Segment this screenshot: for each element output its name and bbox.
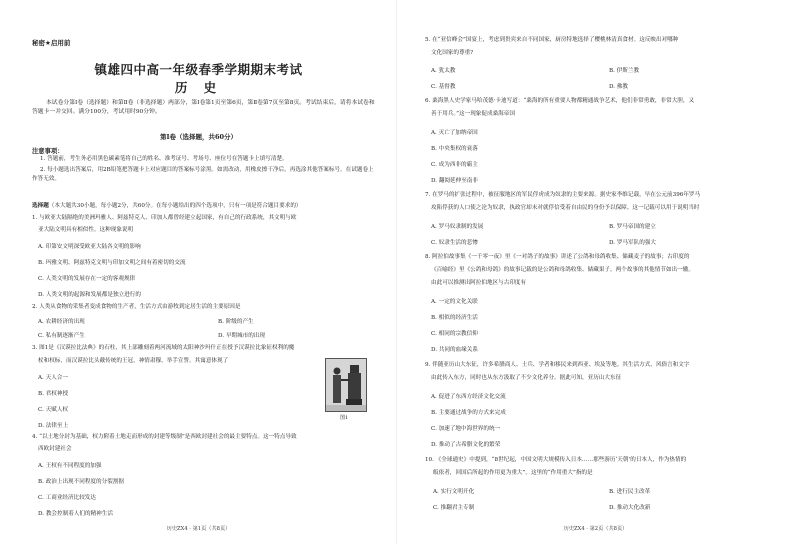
question-3-option-a[interactable]: A. 天人合一 [38, 375, 68, 381]
question-10-stem-line2: 皈依者，回国后所起的作用更为重大”。这里的“作用重大”指的是 [433, 470, 593, 476]
question-6-option-d[interactable]: D. 翻阅延伸至南非 [431, 178, 478, 184]
question-6-stem-line2: 善于用兵。”这一现象促成桑海帝国 [431, 111, 515, 117]
question-10-stem-line1: 10. 《全球通史》中提到，“8世纪起，中国文明大规模传入日本……那些游历‘天朝’的日本人，作为热情的 [425, 457, 687, 463]
page-footer-right: 历史ZX4 · 第2页（共8页） [563, 526, 628, 532]
question-4-stem-line1: 4. “以土地分封为基础，权力附着土地走而形成的封建等级制”是西欧封建社会的最主要特点。这一特点导致 [32, 434, 297, 440]
question-6-option-b[interactable]: B. 中央集权的衰落 [431, 146, 478, 152]
question-9-option-d[interactable]: D. 推动了古希腊文化的繁荣 [431, 442, 501, 448]
exam-notice: 本试卷分第Ⅰ卷（选择题）和第Ⅱ卷（非选择题）两部分，第Ⅰ卷第1页至第6页，第Ⅱ卷第7页至第8页。考试结束后，请将本试卷和答题卡一并交回。满分100分，考试用时90分钟。 [32, 100, 375, 116]
question-8-option-a[interactable]: A. 一定的文化关联 [431, 299, 478, 305]
section-label: 选择题 [32, 203, 49, 209]
subject-title: 历 史 [174, 80, 223, 95]
page-footer-left: 历史ZX4 · 第1页（共8页） [166, 526, 231, 532]
question-5-stem-line1: 5. 在“亚信峰会”国宴上，考虑到贵宾来自不同国家，厨房特地选择了樱桃林清真食材。这反映出对哪种 [425, 37, 679, 43]
question-1-option-a[interactable]: A. 印第安文明深受欧亚大陆各文明的影响 [38, 244, 141, 250]
question-9-stem-line1: 9. 伴随亚历山大东征，许多希腊商人、士兵、学者和移民来到西亚、埃及等地。其生活方式、风俗言和文字 [425, 362, 690, 368]
question-5-option-d[interactable]: D. 佛教 [609, 84, 629, 90]
question-1-stem-line1: 1. 与欧亚大陆隔绝的美洲玛雅人、阿兹特克人、印加人都曾经建立起国家，有自己的行政系统，其文明与欧 [32, 215, 297, 221]
part-one-heading: 第Ⅰ卷（选择题，共60分） [159, 133, 238, 141]
question-7-stem-line1: 7. 在罗马的扩张过程中，被征服地区的军民俘虏成为奴隶的主要来源。据史家李维记载，早在公元前396年罗马 [425, 192, 701, 198]
figure-caption: 图1 [340, 415, 349, 421]
question-10-option-c[interactable]: C. 推翻君主专制 [433, 505, 475, 511]
question-5-option-a[interactable]: A. 犹太教 [431, 68, 456, 74]
question-3-option-b[interactable]: B. 君权神授 [38, 391, 69, 397]
question-4-option-a[interactable]: A. 王权有不同程度的加强 [38, 463, 102, 469]
question-5-option-b[interactable]: B. 伊斯兰教 [609, 68, 640, 74]
question-7-option-d[interactable]: D. 罗马军队的强大 [609, 240, 656, 246]
exam-page-right [397, 0, 794, 544]
question-9-stem-line2: 由此传入东方，同时也从东方汲取了不少文化养分。据此可知，亚历山大东征 [431, 375, 622, 381]
question-8-stem-line2: 《百喻经》里《公鸽和母鸽》的故事记载的是公鸽和母鸽收集、储藏果子。两个故事的其他情节如出一辙。 [431, 267, 694, 273]
exam-title: 镇雄四中高一年级春季学期期末考试 [94, 62, 303, 77]
question-8-option-c[interactable]: C. 相同的宗教信仰 [431, 331, 478, 337]
question-8-stem-line1: 8. 阿拉伯故事集《一千零一夜》里《一对鸽子的故事》讲述了公鸽和母鸽收集、储藏麦子的故事；古印度的 [425, 254, 690, 260]
question-6-stem-line1: 6. 桑海黑人史学家马哈茂德·卡迪写道：“桑海的所有重要人物都精通战争艺术，他们非常勇敢，非常大胆，又 [425, 98, 695, 104]
question-1-option-d[interactable]: D. 人类文明的起源和发展都是独立进行的 [38, 292, 141, 298]
question-9-option-c[interactable]: C. 加速了地中海世界的统一 [431, 426, 501, 432]
question-2-option-a[interactable]: A. 农耕经济的出现 [38, 319, 85, 325]
question-3-stem-line1: 3. 图1是《汉谟拉比法典》的石柱，其上部雕刻着两河流域的太阳神沙玛什正在授予汉谟拉比象征权利的魔 [32, 345, 295, 351]
question-7-option-b[interactable]: B. 罗马帝国的建立 [609, 224, 656, 230]
question-3-option-d[interactable]: D. 法律至上 [38, 423, 69, 429]
question-2-option-b[interactable]: B. 阶级的产生 [218, 319, 254, 325]
section-heading [32, 202, 377, 211]
question-2-option-c[interactable]: C. 私有制逐渐产生 [38, 333, 85, 339]
question-4-option-b[interactable]: B. 政治上出现不同程度的分裂割据 [38, 479, 124, 485]
attention-heading: 注意事项： [32, 148, 64, 155]
question-7-option-a[interactable]: A. 罗马奴隶制的发展 [431, 224, 484, 230]
question-8-stem-line3: 由此可以推测出阿拉伯地区与古印度有 [431, 280, 527, 286]
question-3-option-c[interactable]: C. 天赋人权 [38, 407, 69, 413]
question-4-stem-line2: 西欧封建社会 [38, 446, 72, 452]
secret-label: 秘密★启用前 [32, 39, 71, 47]
stele-relief-image [326, 359, 366, 411]
question-4-option-d[interactable]: D. 教会控制着人们的精神生活 [38, 511, 113, 517]
question-1-stem-line2: 亚大陆文明具有相似性。这种现象说明 [38, 227, 134, 233]
question-1-option-c[interactable]: C. 人类文明的发展存在一定的客观规律 [38, 276, 136, 282]
hammurabi-stele-figure [325, 358, 367, 412]
question-7-option-c[interactable]: C. 奴隶生活的悲惨 [431, 240, 478, 246]
section-instructions: （本大题共30小题，每小题2分，共60分。在每小题给出的四个选项中，只有一项是符合题目要求的） [48, 203, 302, 209]
question-10-option-a[interactable]: A. 实行文明开化 [433, 489, 475, 495]
attention-item-2: 2. 每小题选出答案后，用2B铅笔把答题卡上对应题目的答案标号涂黑。如需改动，用橡皮擦干净后，再选涂其他答案标号。在试题卷上作答无效。 [32, 167, 374, 182]
question-3-stem-line2: 杖和权标，而汉谟拉比头戴传统的王冠，神情肃穆，举手宣誓。其寓意体现了 [38, 358, 229, 364]
question-6-option-a[interactable]: A. 灭亡了加纳帝国 [431, 130, 478, 136]
question-5-stem-line2: 文化国家的尊重? [431, 50, 474, 56]
attention-item-1: 1. 答题前，考生务必用黑色碳素笔将自己的姓名、准考证号、考场号、座位号在答题卡上填写清楚。 [40, 156, 288, 162]
question-8-option-b[interactable]: B. 相似的经济生活 [431, 315, 478, 321]
question-10-option-b[interactable]: B. 进行民主改革 [609, 489, 651, 495]
question-2-stem: 2. 人类从食物的采集者变成食物的生产者，生活方式由游牧到定居生活的主要原因是 [32, 304, 241, 310]
question-9-option-b[interactable]: B. 主要通过战争的方式来完成 [431, 410, 506, 416]
question-10-option-d[interactable]: D. 推动大化改新 [609, 505, 651, 511]
question-4-option-c[interactable]: C. 工商业经济比较发达 [38, 495, 96, 501]
question-2-option-d[interactable]: D. 早期城市的出现 [218, 333, 265, 339]
question-6-option-c[interactable]: C. 成为西非的霸主 [431, 162, 478, 168]
question-5-option-c[interactable]: C. 基督教 [431, 84, 456, 90]
question-1-option-b[interactable]: B. 玛雅文明、阿兹特克文明与印加文明之间有着密切的交流 [38, 260, 186, 266]
question-7-stem-line2: 攻陷俘获的人口使之沦为奴隶，执政官却未对就俘信受着自由民的身份予以保障。这一记载可以用于说明当时 [431, 205, 700, 211]
question-9-option-a[interactable]: A. 促进了东西方经济文化交流 [431, 394, 506, 400]
question-8-option-d[interactable]: D. 共同的血缘关系 [431, 347, 478, 353]
